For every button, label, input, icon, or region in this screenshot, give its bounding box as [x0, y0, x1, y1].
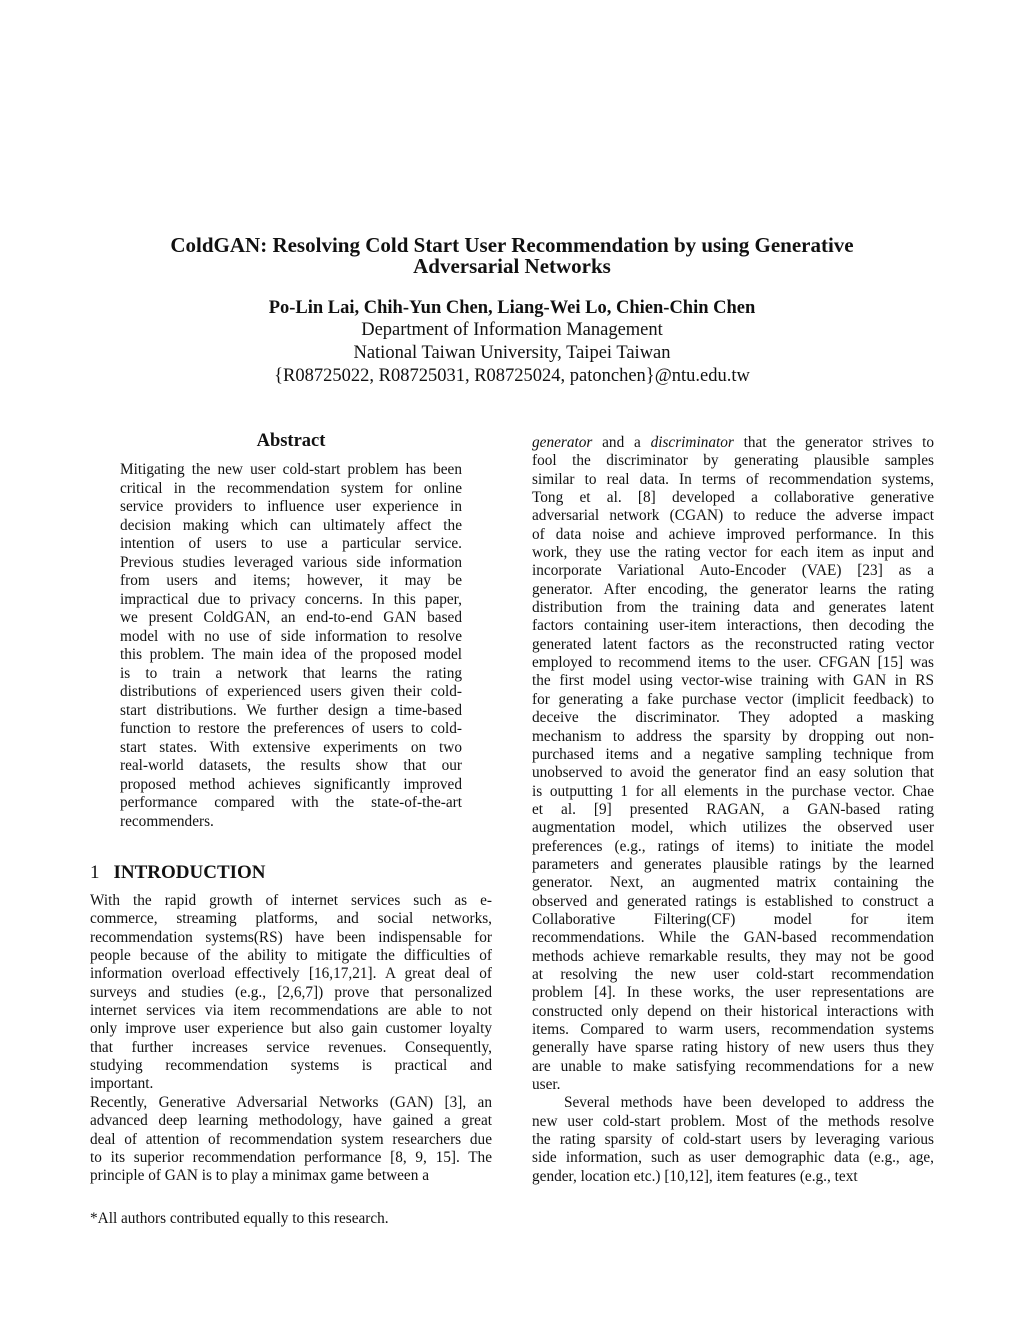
abstract-heading: Abstract — [256, 431, 326, 451]
text-line: studying recommendation systems is practical and — [90, 1057, 492, 1075]
text-line: observed and generated ratings is established to construct a — [532, 892, 934, 910]
paper-title — [100, 235, 924, 277]
text-line: generated latent factors as the reconstructed rating vector — [532, 635, 934, 653]
text-line: to its superior recommendation performance [8, 9, 15]. The — [90, 1149, 492, 1167]
author-list: Po-Lin Lai, Chih-Yun Chen, Liang-Wei Lo, Chien-Chin Chen — [268, 298, 756, 318]
text-line: start states. With extensive experiments on two — [120, 738, 462, 756]
text-line: generally have sparse rating history of new users thus they — [532, 1039, 934, 1057]
term-discriminator: discriminator — [650, 434, 734, 451]
text-line: et al. [9] presented RAGAN, a GAN-based rating — [532, 800, 934, 818]
text-line: distribution from the training data and generates latent — [532, 599, 934, 617]
text-line: Several methods have been developed to address the — [564, 1094, 934, 1112]
text-line: unobserved to avoid the generator find an easy solution that — [532, 764, 934, 782]
text-line: augmentation model, which utilizes the observed user — [532, 819, 934, 837]
text-line: only improve user experience but also gain customer loyalty — [90, 1020, 492, 1038]
text-line: employed to recommend items to the user. CFGAN [15] was — [532, 654, 934, 672]
text-line: internet services via item recommendations are able to not — [90, 1002, 492, 1020]
title-line-1: ColdGAN: Resolving Cold Start User Recommendation by using Generative — [170, 233, 854, 257]
text-line: user. — [532, 1076, 561, 1094]
text-line: generator. Next, an augmented matrix containing the — [532, 874, 934, 892]
text-line: recommenders. — [120, 812, 214, 830]
text-line: of data noise and achieve improved performance. In this — [532, 525, 934, 543]
text-line: new user cold-start problem. Most of the methods resolve — [532, 1112, 934, 1130]
text-line: factors containing user-item interactions, then decoding the — [532, 617, 934, 635]
title-line-2: Adversarial Networks — [413, 254, 611, 278]
text-line: important. — [90, 1075, 154, 1093]
text-line: gender, location etc.) [10,12], item features (e.g., text — [532, 1167, 858, 1185]
text-line: the rating sparsity of cold-start users by leveraging various — [532, 1131, 934, 1149]
text-line: performance compared with the state-of-the-art — [120, 794, 462, 811]
term-generator: generator — [532, 434, 593, 451]
text-line: side information, such as user demographic data (e.g., age, — [532, 1149, 934, 1167]
text-line: proposed method achieves significantly improved — [120, 775, 462, 793]
author-emails: {R08725022, R08725031, R08725024, patonchen}@ntu.edu.tw — [274, 366, 750, 386]
text-line: methods achieve remarkable results, they may not be good — [532, 947, 934, 965]
right-paragraph-2 — [532, 1094, 934, 1186]
text-line: function to restore the preferences of users to cold- — [120, 720, 462, 737]
text-line: Collaborative Filtering(CF) model for item — [532, 910, 934, 928]
text-line: impractical due to privacy concerns. In this paper, — [120, 590, 462, 608]
text-line: from users and items; however, it may be — [120, 572, 462, 589]
right-column-text — [532, 434, 934, 1186]
text-line: are unable to make satisfying recommendations for a new — [532, 1057, 934, 1075]
text-line: this problem. The main idea of the proposed model — [120, 646, 462, 663]
text-line: is to train a network that learns the rating — [120, 664, 462, 682]
text-line: surveys and studies (e.g., [2,6,7]) prove that personalized — [90, 983, 492, 1001]
text-line: for generating a fake purchase vector (implicit feedback) to — [532, 690, 934, 708]
text-line: the first model using vector-wise training with GAN in RS — [532, 672, 934, 690]
text-line: problem [4]. In these works, the user representations are — [532, 984, 934, 1002]
text-line: critical in the recommendation system for online — [120, 479, 462, 497]
text-line: start distributions. We further design a time-based — [120, 701, 462, 719]
text-line: at resolving the new user cold-start recommendation — [532, 965, 934, 983]
text-line: deceive the discriminator. They adopted a masking — [532, 709, 934, 727]
affiliation-department: Department of Information Management — [361, 320, 663, 340]
text-line: constructed only depend on their historical interactions with — [532, 1002, 934, 1020]
section-title: INTRODUCTION — [113, 862, 266, 883]
text-line: information overload effectively [16,17,21]. A great deal of — [90, 965, 492, 983]
text-line: Mitigating the new user cold-start problem has been — [120, 461, 462, 478]
text-line: parameters and generates plausible ratings by the learned — [532, 855, 934, 873]
text-line: mechanism to address the sparsity by dropping out non- — [532, 727, 934, 745]
section-number: 1 — [90, 862, 100, 883]
text-line: purchased items and a negative sampling technique from — [532, 745, 934, 763]
text-line: distributions of experienced users given their cold- — [120, 683, 462, 700]
text-line: recommendation systems(RS) have been indispensable for — [90, 928, 492, 946]
text-line: commerce, streaming platforms, and social networks, — [90, 910, 492, 928]
text-line: service providers to influence user experience in — [120, 498, 462, 515]
affiliation-university: National Taiwan University, Taipei Taiwan — [353, 343, 671, 363]
text-line: we present ColdGAN, an end-to-end GAN based — [120, 609, 462, 626]
text-line: similar to real data. In terms of recommendation systems, — [532, 470, 934, 488]
text-line: intention of users to use a particular service. — [120, 535, 462, 552]
text-line: work, they use the rating vector for each item as input and — [532, 544, 934, 562]
text-line: decision making which can ultimately affect the — [120, 516, 462, 534]
text-line: fool the discriminator by generating plausible samples — [532, 452, 934, 470]
text-line: Tong et al. [8] developed a collaborative generative — [532, 489, 934, 507]
text-line: people because of the ability to mitigate the difficulties of — [90, 947, 492, 965]
abstract-body — [120, 461, 462, 831]
text-line: preferences (e.g., ratings of items) to initiate the model — [532, 837, 934, 855]
text-line: items. Compared to warm users, recommendation systems — [532, 1021, 934, 1038]
text-line: that further increases service revenues. Consequently, — [90, 1038, 492, 1056]
text-line: deal of attention of recommendation system researchers due — [90, 1130, 492, 1148]
text-line: recommendations. While the GAN-based recommendation — [532, 929, 934, 947]
text-line: With the rapid growth of internet services such as e- — [90, 892, 492, 909]
introduction-paragraph-1 — [90, 892, 492, 1094]
text-line: incorporate Variational Auto-Encoder (VAE) [23] as a — [532, 562, 934, 580]
text-line: Previous studies leveraged various side information — [120, 553, 462, 571]
text-line: real-world datasets, the results show that our — [120, 757, 462, 774]
text-line: Recently, Generative Adversarial Networks (GAN) [3], an — [90, 1094, 492, 1111]
text-line: adversarial network (CGAN) to reduce the adverse impact — [532, 507, 934, 525]
introduction-paragraph-2 — [90, 1094, 492, 1186]
right-first-line: generator and a discriminator that the generator strives to — [532, 434, 934, 451]
text-line: model with no use of side information to resolve — [120, 627, 462, 645]
section-heading-introduction — [90, 862, 266, 884]
text-line: advanced deep learning methodology, have gained a great — [90, 1112, 492, 1130]
text-line: is outputting 1 for all elements in the purchase vector. Chae — [532, 782, 934, 800]
footnote: *All authors contributed equally to this research. — [90, 1210, 389, 1227]
text-line: generator. After encoding, the generator learns the rating — [532, 580, 934, 598]
text-line: principle of GAN is to play a minimax game between a — [90, 1167, 429, 1185]
